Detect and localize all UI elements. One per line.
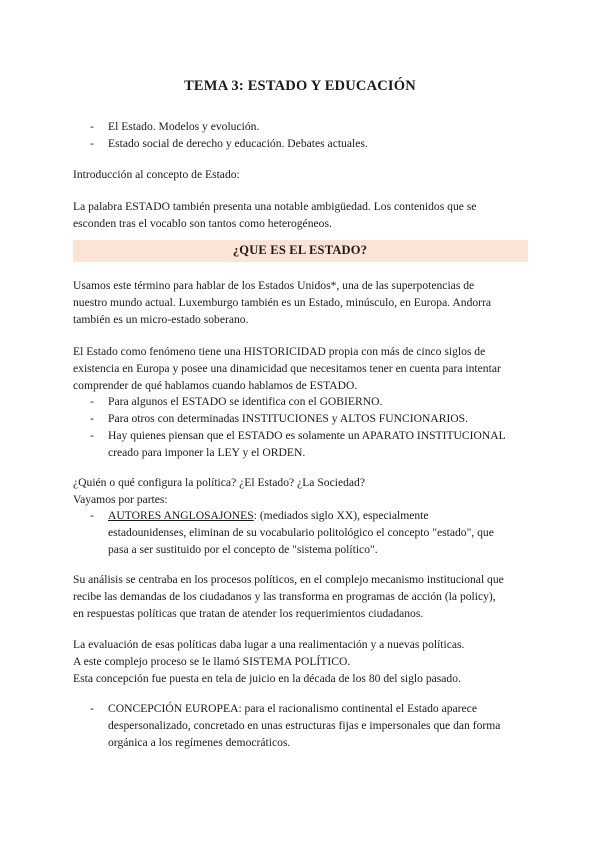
paragraph-3-line-2: existencia en Europa y posee una dinamicidad que necesitamos tener en cuenta para intentar bbox=[73, 362, 501, 375]
estado-bullet-3-line-2: creado para imponer la LEY y el ORDEN. bbox=[108, 446, 306, 459]
paragraph-4-line-2: recibe las demandas de los ciudadanos y las transforma en programas de acción (la policy), bbox=[73, 590, 496, 603]
anglo-line-1-rest: : (mediados siglo XX), especialmente bbox=[253, 509, 429, 522]
paragraph-2-line-1: Usamos este término para hablar de los Estados Unidos*, una de las superpotencias de bbox=[73, 279, 475, 292]
paragraph-1-line-2: esconden tras el vocablo son tantos como heterogéneos. bbox=[73, 217, 332, 230]
paragraph-5-line-2: A este complejo proceso se le llamó SISTEMA POLÍTICO. bbox=[73, 655, 351, 668]
euro-line-3: orgánica a los regímenes democráticos. bbox=[108, 736, 291, 749]
paragraph-4-line-3: en respuestas políticas que tratan de atender los requerimientos ciudadanos. bbox=[73, 607, 424, 620]
anglo-line-2: estadounidenses, eliminan de su vocabulario politológico el concepto "estado", que bbox=[108, 526, 494, 539]
estado-bullet-2: Para otros con determinadas INSTITUCIONES y ALTOS FUNCIONARIOS. bbox=[108, 412, 469, 425]
bullet-dash: - bbox=[90, 120, 94, 133]
euro-line-2: despersonalizado, concretado en unas estructuras fijas e impersonales que dan forma bbox=[108, 719, 501, 732]
paragraph-2-line-2: nuestro mundo actual. Luxemburgo también es un Estado, minúsculo, en Europa. Andorra bbox=[73, 296, 492, 309]
paragraph-3-line-3: comprender de qué hablamos cuando hablamos de ESTADO. bbox=[73, 379, 358, 392]
estado-bullet-1: Para algunos el ESTADO se identifica con el GOBIERNO. bbox=[108, 395, 383, 408]
paragraph-2-line-3: también es un micro-estado soberano. bbox=[73, 313, 249, 326]
paragraph-5-line-3: Esta concepción fue puesta en tela de juicio en la década de los 80 del siglo pasado. bbox=[73, 672, 461, 685]
section-heading: ¿QUE ES EL ESTADO? bbox=[232, 243, 368, 257]
paragraph-1-line-1: La palabra ESTADO también presenta una notable ambigüedad. Los contenidos que se bbox=[73, 200, 477, 213]
intro-heading: Introducción al concepto de Estado: bbox=[73, 168, 240, 181]
paragraph-5-line-1: La evaluación de esas políticas daba lugar a una realimentación y a nuevas políticas. bbox=[73, 638, 465, 651]
bullet-dash: - bbox=[90, 702, 94, 715]
paragraph-3-line-1: El Estado como fenómeno tiene una HISTORICIDAD propia con más de cinco siglos de bbox=[73, 345, 486, 358]
euro-line-1: CONCEPCIÓN EUROPEA: para el racionalismo continental el Estado aparece bbox=[108, 702, 477, 715]
question-line-1: ¿Quién o qué configura la política? ¿El Estado? ¿La Sociedad? bbox=[73, 476, 365, 489]
bullet-dash: - bbox=[90, 429, 94, 442]
bullet-dash: - bbox=[90, 509, 94, 522]
paragraph-4-line-1: Su análisis se centraba en los procesos políticos, en el complejo mecanismo institucional que bbox=[73, 573, 504, 586]
intro-bullet-2: Estado social de derecho y educación. Debates actuales. bbox=[108, 137, 368, 150]
anglo-label: AUTORES ANGLOSAJONES bbox=[108, 509, 254, 522]
intro-bullet-1: El Estado. Modelos y evolución. bbox=[108, 120, 260, 133]
document-title: TEMA 3: ESTADO Y EDUCACIÓN bbox=[184, 78, 416, 94]
question-line-2: Vayamos por partes: bbox=[73, 493, 168, 506]
estado-bullet-3-line-1: Hay quienes piensan que el ESTADO es solamente un APARATO INSTITUCIONAL bbox=[108, 429, 506, 442]
anglo-line-1 bbox=[108, 507, 429, 524]
bullet-dash: - bbox=[90, 412, 94, 425]
bullet-dash: - bbox=[90, 137, 94, 150]
anglo-line-3: pasa a ser sustituido por el concepto de "sistema político". bbox=[108, 543, 378, 556]
bullet-dash: - bbox=[90, 395, 94, 408]
